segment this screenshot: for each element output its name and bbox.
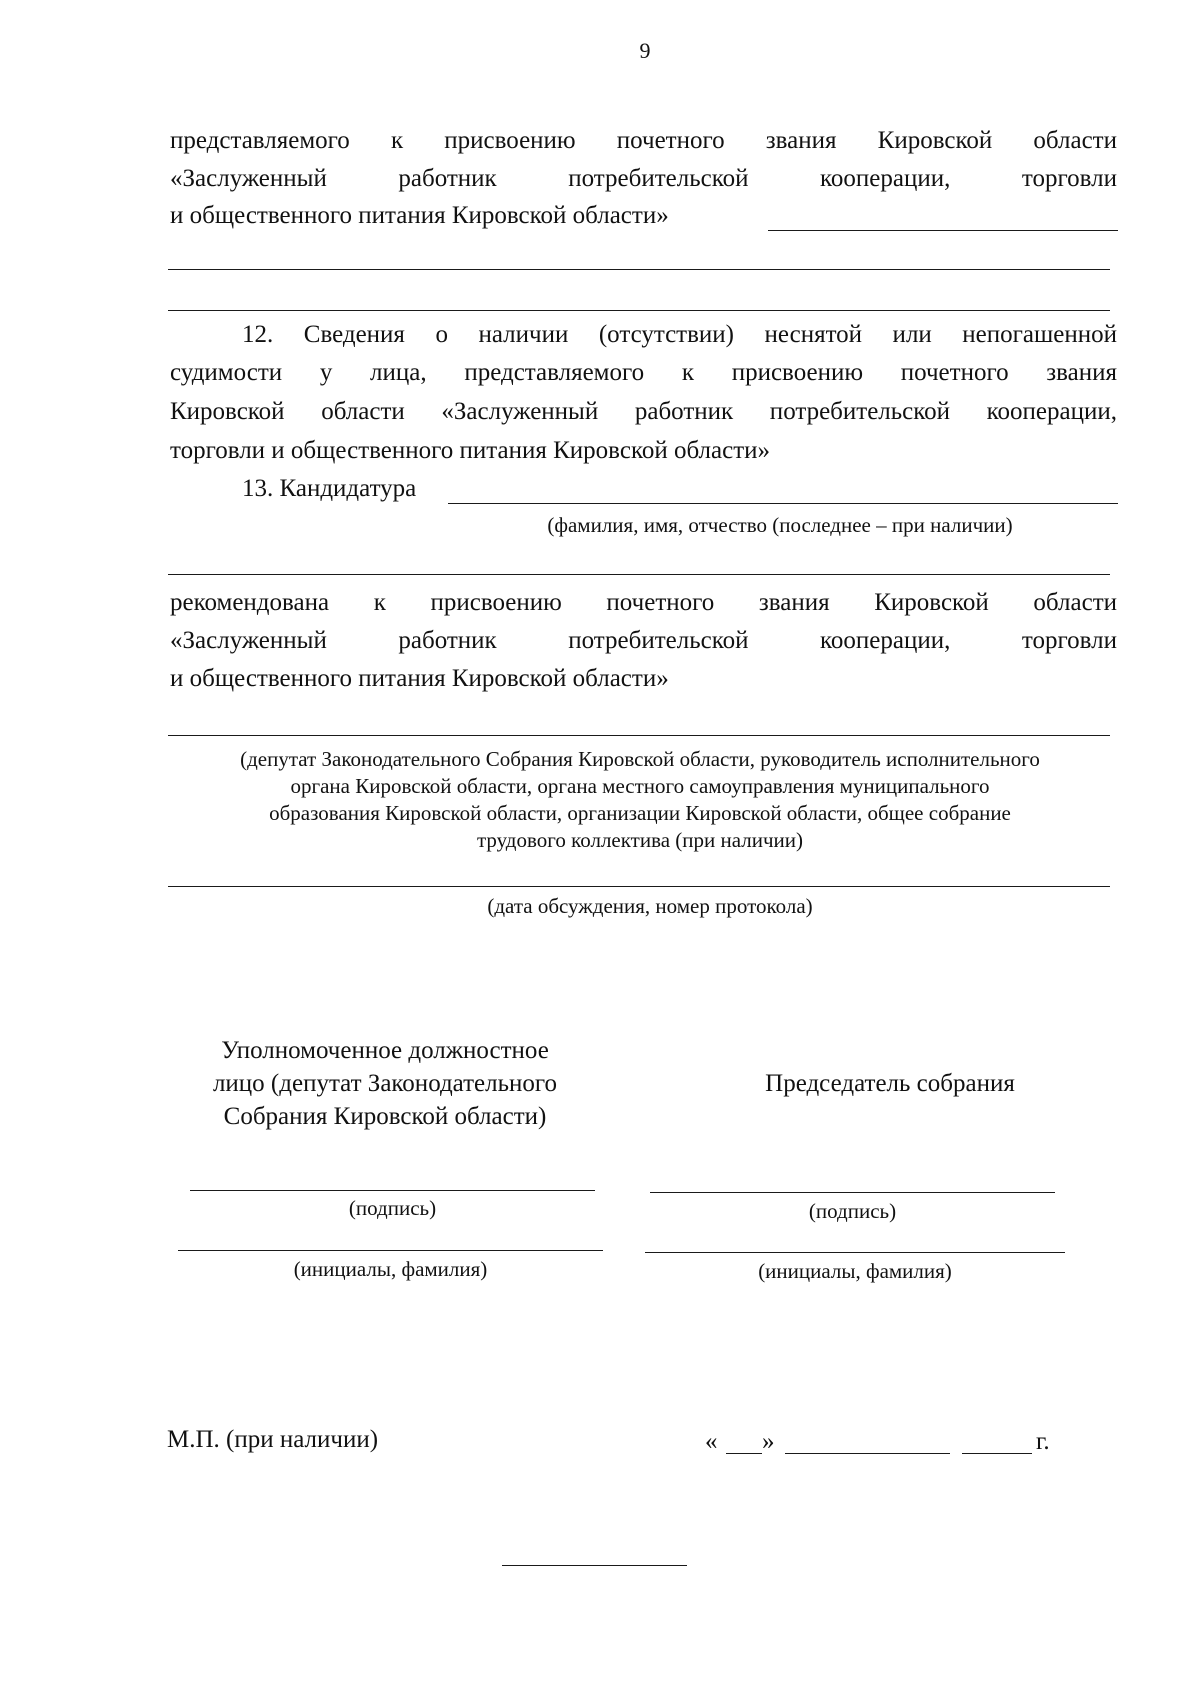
page-number: 9 xyxy=(639,38,651,63)
date-month-line xyxy=(785,1453,950,1454)
recommended-line2: «Заслуженный работник потребительской кооперации, торговли xyxy=(170,627,1117,654)
recommended-line3: и общественного питания Кировской области» xyxy=(170,665,669,692)
recommended-line1: рекомендована к присвоению почетного звания Кировской области xyxy=(170,589,1117,616)
end-separator-line xyxy=(502,1565,687,1566)
section11-fill-line xyxy=(768,230,1118,231)
date-day-line xyxy=(726,1453,762,1454)
left-name-line xyxy=(178,1250,603,1251)
recommending-body-caption-3: образования Кировской области, организации Кировской области, общее собрание xyxy=(269,801,1011,825)
date-year-line xyxy=(962,1453,1032,1454)
recommending-body-caption-4: трудового коллектива (при наличии) xyxy=(476,828,804,852)
discussion-date-caption: (дата обсуждения, номер протокола) xyxy=(487,894,813,918)
left-signature-caption: (подпись) xyxy=(348,1196,437,1220)
section12-line1: 12. Сведения о наличии (отсутствии) неснятой или непогашенной xyxy=(242,321,1117,348)
section11-line3: и общественного питания Кировской области» xyxy=(170,202,669,229)
right-signature-line xyxy=(650,1192,1055,1193)
candidate-name-line-2 xyxy=(168,574,1110,575)
right-signatory-title: Председатель собрания xyxy=(765,1070,1015,1097)
right-name-line xyxy=(645,1252,1065,1253)
candidate-name-caption: (фамилия, имя, отчество (последнее – при наличии) xyxy=(547,513,1013,537)
candidate-label: 13. Кандидатура xyxy=(242,475,417,502)
candidate-name-line xyxy=(448,503,1118,504)
left-name-caption: (инициалы, фамилия) xyxy=(293,1257,488,1281)
year-suffix: г. xyxy=(1036,1428,1050,1455)
section12-line3: Кировской области «Заслуженный работник потребительской кооперации, xyxy=(170,398,1117,425)
section11-line1: представляемого к присвоению почетного звания Кировской области xyxy=(170,127,1117,154)
discussion-date-line xyxy=(168,886,1110,887)
date-open-quote: « xyxy=(705,1428,718,1455)
section12-line2: судимости у лица, представляемого к присвоению почетного звания xyxy=(170,359,1117,386)
right-signature-caption: (подпись) xyxy=(808,1199,897,1223)
section12-line4: торговли и общественного питания Кировской области» xyxy=(170,437,771,464)
right-name-caption: (инициалы, фамилия) xyxy=(758,1259,952,1283)
seal-placeholder: М.П. (при наличии) xyxy=(167,1426,379,1453)
recommending-body-caption-1: (депутат Законодательного Собрания Кировской области, руководитель исполнительного xyxy=(240,747,1040,771)
left-signatory-title-3: Собрания Кировской области) xyxy=(223,1103,547,1130)
recommending-body-caption-2: органа Кировской области, органа местного самоуправления муниципального xyxy=(290,774,990,798)
section11-line2: «Заслуженный работник потребительской кооперации, торговли xyxy=(170,165,1117,192)
left-signature-line xyxy=(190,1190,595,1191)
left-signatory-title-2: лицо (депутат Законодательного xyxy=(212,1070,558,1097)
left-signatory-title-1: Уполномоченное должностное xyxy=(221,1037,549,1064)
date-close-quote: » xyxy=(762,1428,775,1455)
section11-blank-line-1 xyxy=(168,269,1110,270)
section11-blank-line-2 xyxy=(168,310,1110,311)
recommending-body-line xyxy=(168,735,1110,736)
